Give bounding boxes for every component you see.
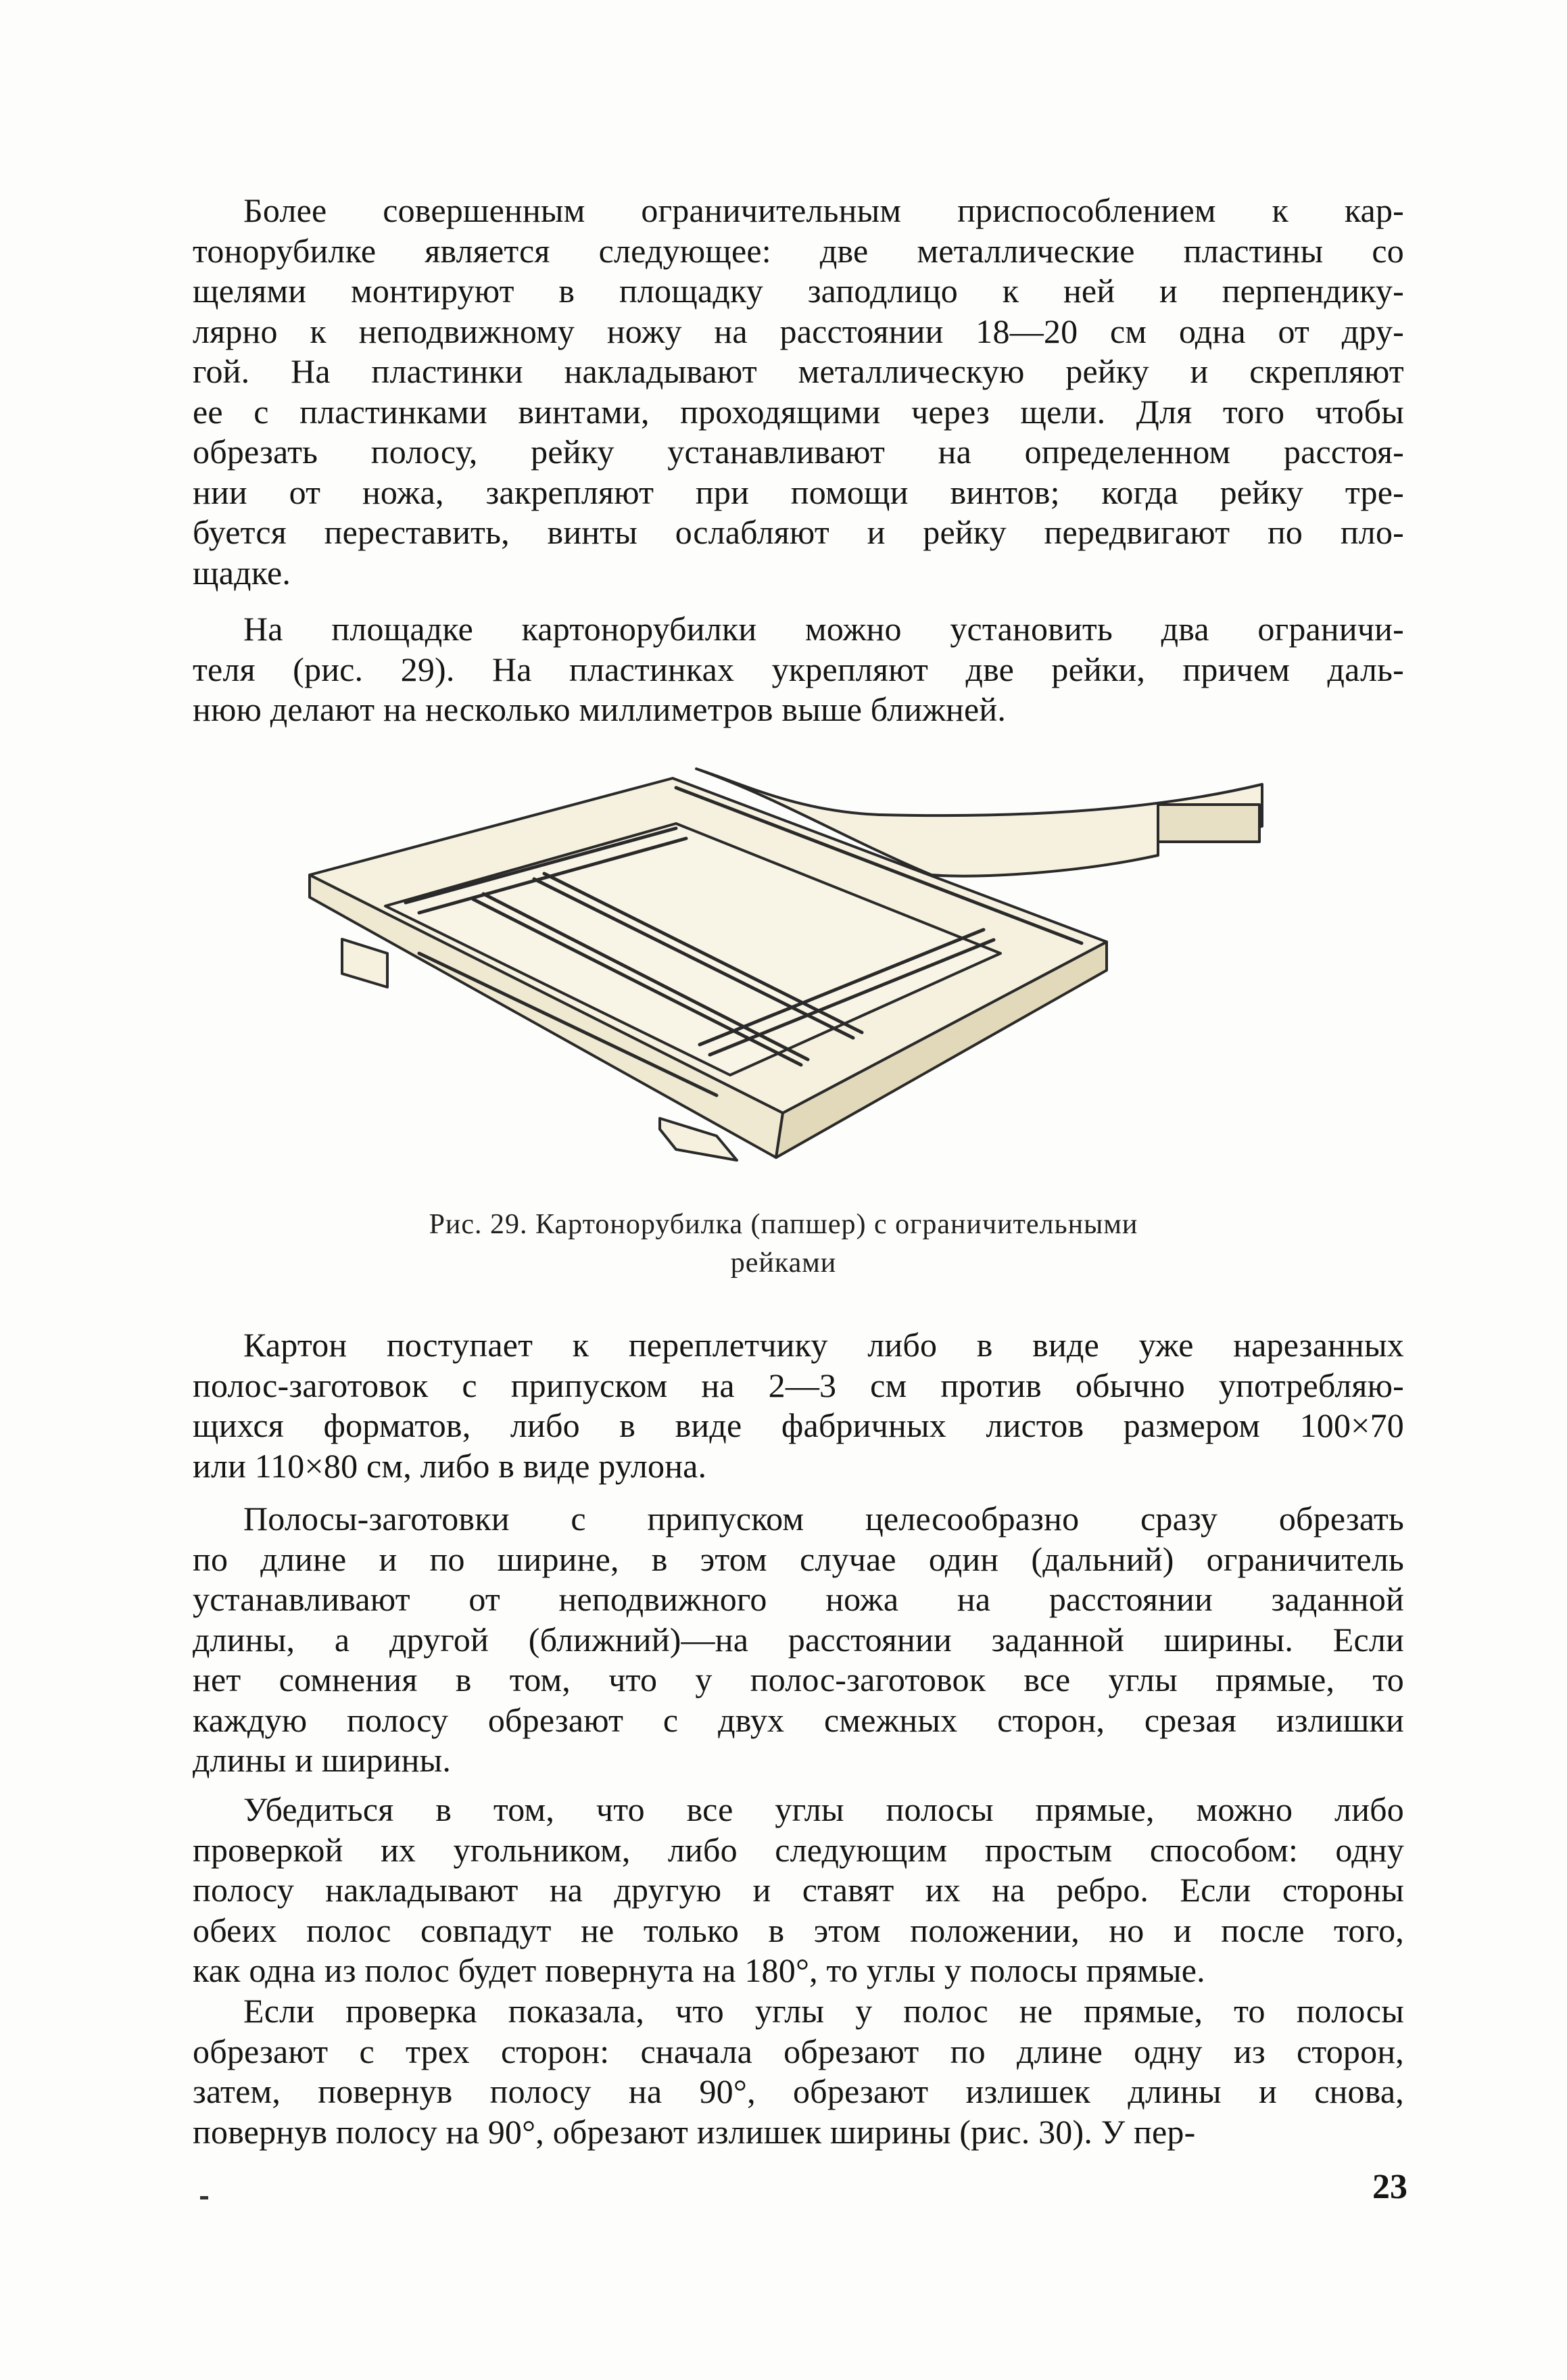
text-line: ее с пластинками винтами, проходящими через щели. Для того чтобы (193, 392, 1404, 431)
figure-caption: Рис. 29. Картонорубилка (папшер) с ограничительными (429, 1209, 1138, 1240)
text-line: теля (рис. 29). На пластинках укрепляют две рейки, причем даль- (193, 650, 1404, 688)
text-line: по длине и по ширине, в этом случае один (дальний) ограничитель (193, 1540, 1404, 1578)
printer-mark (200, 2196, 208, 2199)
text-line: повернув полосу на 90°, обрезают излишек ширины (рис. 30). У пер- (193, 2112, 1196, 2151)
text-line: буется переставить, винты ослабляют и рейку передвигают по пло- (193, 513, 1404, 551)
text-line: полосу накладывают на другую и ставят их на ребро. Если стороны (193, 1871, 1404, 1909)
text-line: затем, повернув полосу на 90°, обрезают излишек длины и снова, (193, 2072, 1404, 2110)
text-line: лярно к неподвижному ножу на расстоянии 18—20 см одна от дру- (193, 312, 1404, 350)
text-line: Убедиться в том, что все углы полосы прямые, можно либо (243, 1790, 1404, 1828)
text-line: проверкой их угольником, либо следующим простым способом: одну (193, 1830, 1404, 1869)
figure-caption-continued: рейками (730, 1247, 837, 1279)
cutter-handle (1158, 805, 1259, 842)
text-line: На площадке картонорубилки можно установить два ограничи- (243, 610, 1404, 648)
text-line: полос-заготовок с припуском на 2—3 см против обычно употребляю- (193, 1366, 1404, 1404)
text-line: или 110×80 см, либо в виде рулона. (193, 1446, 707, 1485)
text-line: длины, а другой (ближний)—на расстоянии заданной ширины. Если (193, 1620, 1404, 1659)
text-line: щелями монтируют в площадку заподлицо к ней и перпендику- (193, 272, 1404, 310)
text-line: обрезают с трех сторон: сначала обрезают по длине одну из сторон, (193, 2032, 1404, 2070)
text-line: нет сомнения в том, что у полос-заготовок все углы прямые, то (193, 1661, 1404, 1698)
text-line: каждую полосу обрезают с двух смежных сторон, срезая излишки (193, 1700, 1404, 1739)
text-line: Полосы-заготовки с припуском целесообразно сразу обрезать (243, 1500, 1404, 1538)
text-line: обрезать полосу, рейку устанавливают на определенном расстоя- (193, 433, 1404, 471)
text-line: обеих полос совпадут не только в этом положении, но и после того, (193, 1911, 1404, 1949)
text-line: тонорубилке является следующее: две металлические пластины со (193, 231, 1404, 270)
text-line: щихся форматов, либо в виде фабричных листов размером 100×70 (193, 1406, 1404, 1444)
text-line: длины и ширины. (193, 1741, 452, 1779)
text-line: как одна из полос будет повернута на 180°, то углы у полосы прямые. (193, 1951, 1205, 1989)
text-line: Если проверка показала, что углы у полос не прямые, то полосы (243, 1992, 1404, 2030)
text-line: щадке. (193, 553, 291, 592)
text-line: нюю делают на несколько миллиметров выше ближней. (193, 690, 1007, 728)
text-line: нии от ножа, закрепляют при помощи винтов; когда рейку тре- (193, 473, 1404, 511)
board-foot-left (342, 939, 387, 987)
text-line: Более совершенным ограничительным приспособлением к кар- (243, 191, 1404, 229)
text-line: Картон поступает к переплетчику либо в виде уже нарезанных (243, 1326, 1404, 1364)
text-line: гой. На пластинки накладывают металлическую рейку и скрепляют (193, 352, 1404, 390)
text-line: устанавливают от неподвижного ножа на расстоянии заданной (193, 1580, 1404, 1618)
page-number: 23 (1372, 2168, 1407, 2206)
